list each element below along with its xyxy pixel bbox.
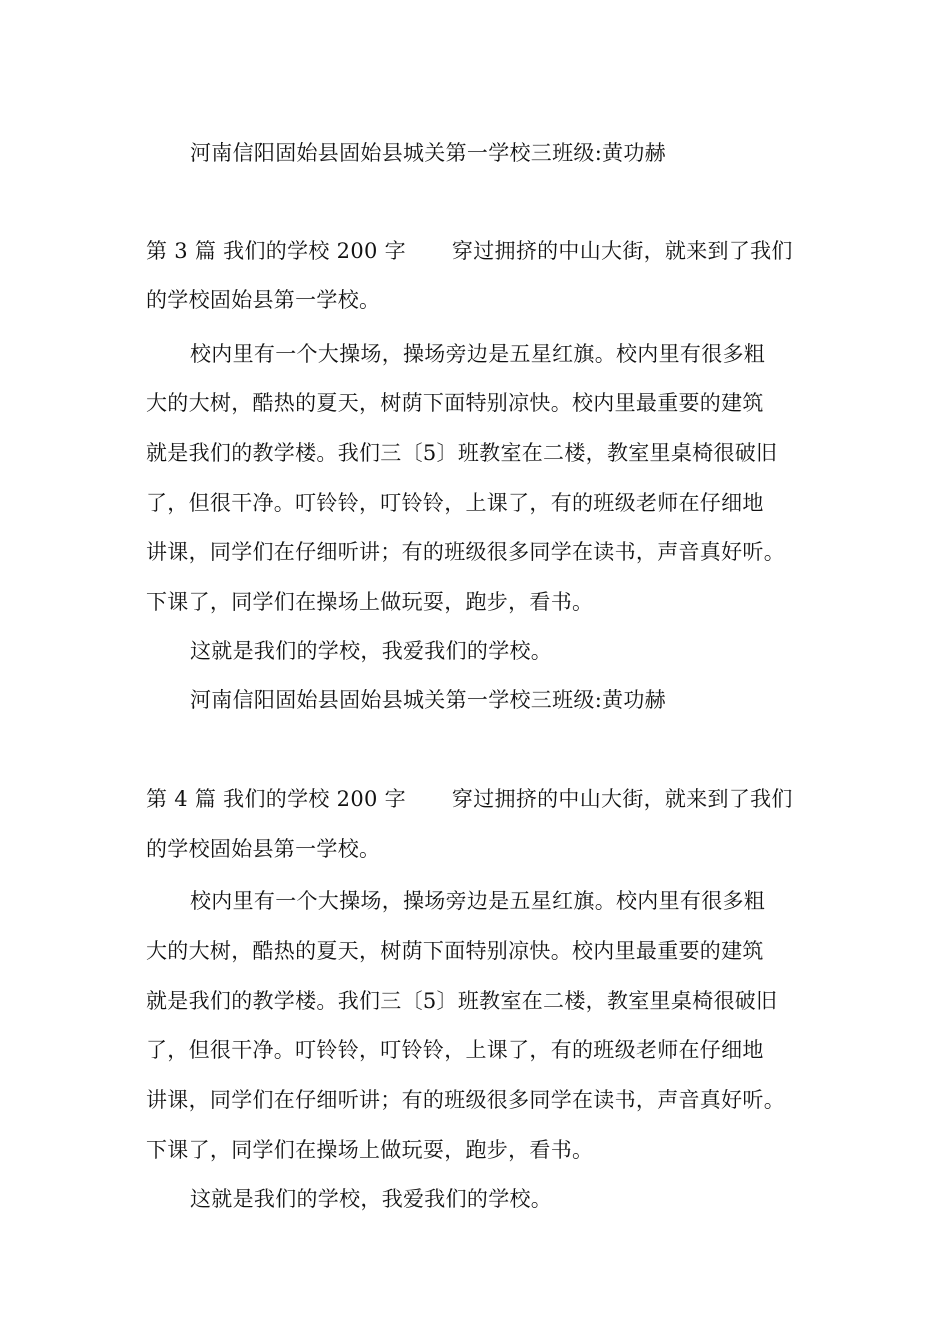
article-heading: 第 4 篇 我们的学校 200 字 xyxy=(146,787,406,811)
closing-paragraph: 这就是我们的学校，我爱我们的学校。 xyxy=(190,639,553,663)
article-4-heading-line xyxy=(146,785,793,813)
article-lead-cont: 的学校固始县第一学校。 xyxy=(146,837,381,861)
paragraph-line: 就是我们的教学楼。我们三〔5〕班教室在二楼，教室里桌椅很破旧 xyxy=(146,989,778,1013)
paragraph-line: 校内里有一个大操场，操场旁边是五星红旗。校内里有很多粗 xyxy=(190,889,766,913)
closing-paragraph: 这就是我们的学校，我爱我们的学校。 xyxy=(190,1187,553,1211)
signature-top: 河南信阳固始县固始县城关第一学校三班级:黄功赫 xyxy=(190,141,666,165)
article-3-heading-line xyxy=(146,237,793,265)
paragraph-line: 下课了，同学们在操场上做玩耍，跑步，看书。 xyxy=(146,1138,594,1162)
paragraph-line: 下课了，同学们在操场上做玩耍，跑步，看书。 xyxy=(146,590,594,614)
article-lead: 穿过拥挤的中山大街，就来到了我们 xyxy=(451,787,793,811)
article-lead: 穿过拥挤的中山大街，就来到了我们 xyxy=(451,239,793,263)
article-heading: 第 3 篇 我们的学校 200 字 xyxy=(146,239,406,263)
article-lead-cont: 的学校固始县第一学校。 xyxy=(146,288,381,312)
signature: 河南信阳固始县固始县城关第一学校三班级:黄功赫 xyxy=(190,688,666,712)
paragraph-line: 了，但很干净。叮铃铃，叮铃铃，上课了，有的班级老师在仔细地 xyxy=(146,491,764,515)
paragraph-line: 了，但很干净。叮铃铃，叮铃铃，上课了，有的班级老师在仔细地 xyxy=(146,1038,764,1062)
paragraph-line: 校内里有一个大操场，操场旁边是五星红旗。校内里有很多粗 xyxy=(190,342,766,366)
paragraph-line: 就是我们的教学楼。我们三〔5〕班教室在二楼，教室里桌椅很破旧 xyxy=(146,441,778,465)
paragraph-line: 讲课，同学们在仔细听讲；有的班级很多同学在读书，声音真好听。 xyxy=(146,1088,785,1112)
paragraph-line: 大的大树，酷热的夏天，树荫下面特别凉快。校内里最重要的建筑 xyxy=(146,939,764,963)
paragraph-line: 大的大树，酷热的夏天，树荫下面特别凉快。校内里最重要的建筑 xyxy=(146,391,764,415)
paragraph-line: 讲课，同学们在仔细听讲；有的班级很多同学在读书，声音真好听。 xyxy=(146,540,785,564)
